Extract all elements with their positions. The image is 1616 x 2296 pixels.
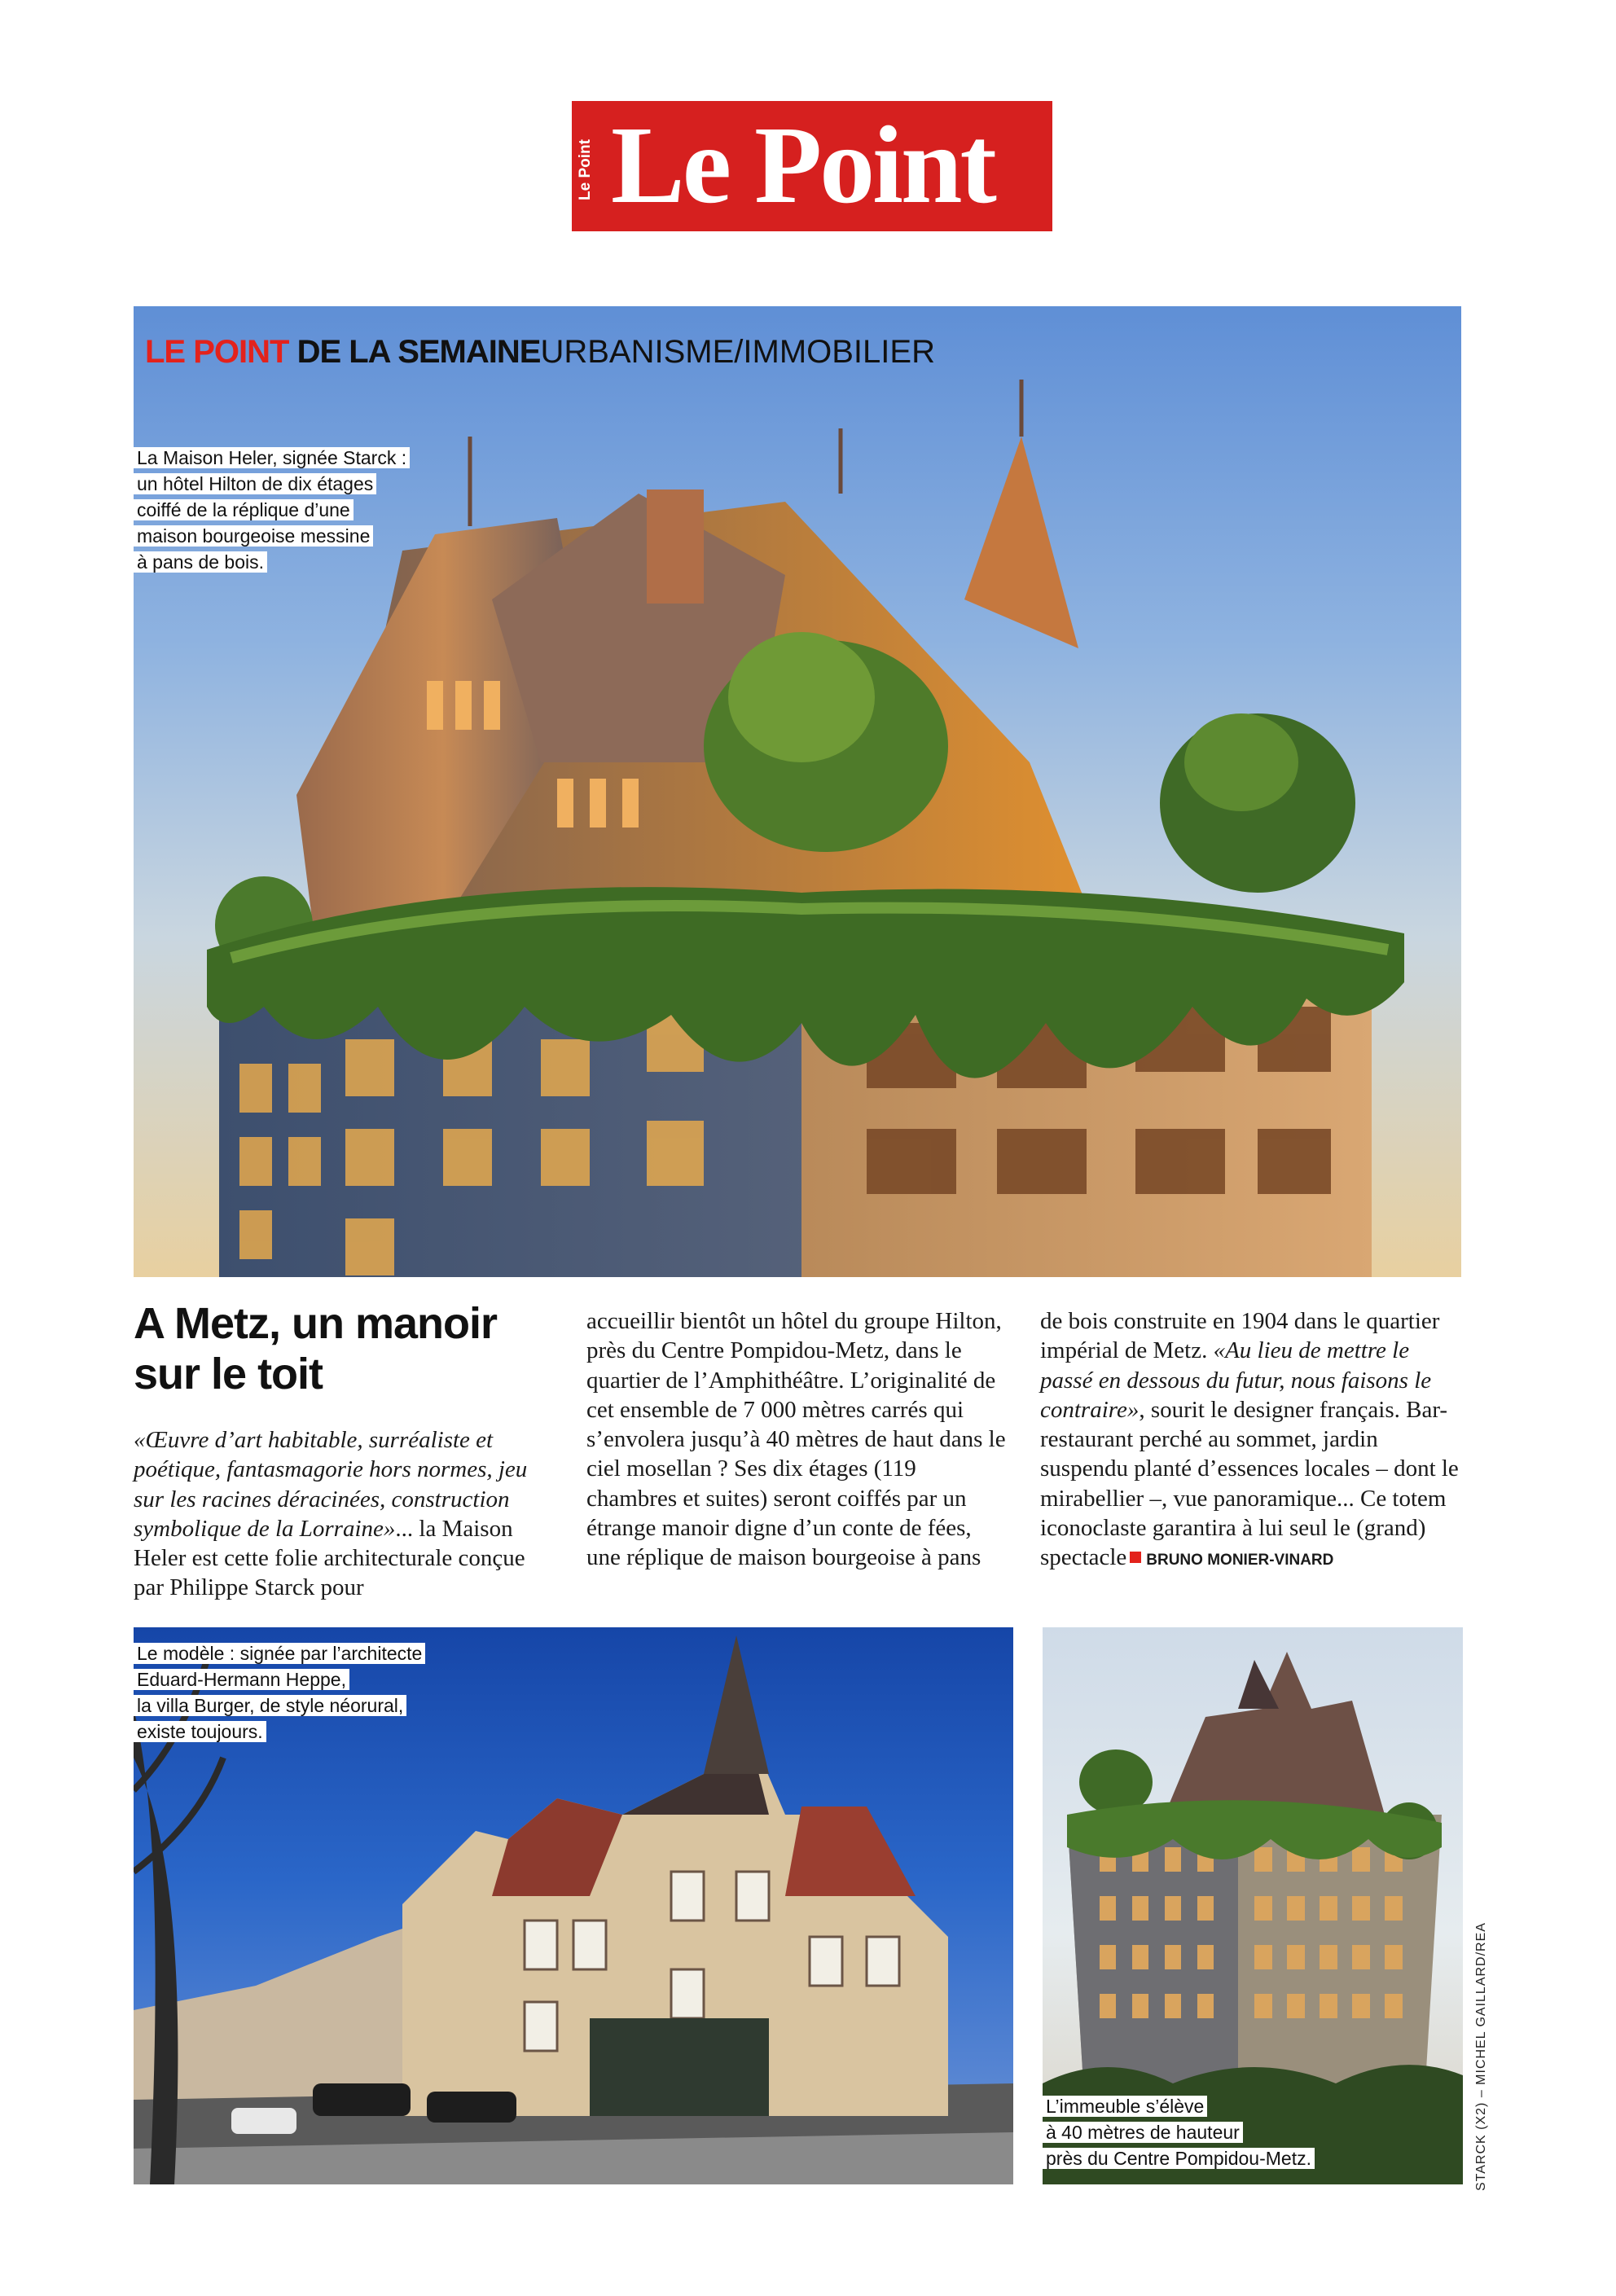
article-headline: A Metz, un manoir sur le toit (134, 1299, 498, 1398)
masthead-brand: Le Point (611, 104, 995, 226)
villa-caption-line: la villa Burger, de style néorural, (134, 1695, 406, 1716)
building-caption-line: L’immeuble s’élève (1043, 2096, 1207, 2117)
section-heading-brand: LE POINT (145, 334, 289, 370)
masthead-logo (572, 101, 1052, 231)
hero-caption-line: coiffé de la réplique d’une (134, 499, 354, 520)
hero-caption (134, 445, 410, 575)
hero-caption-line: maison bourgeoise messine (134, 525, 373, 547)
article-paragraph: ... la Maison Heler est cette folie architecturale conçue par Philippe Starck pour (134, 1515, 525, 1601)
villa-burger-photo (134, 1627, 1013, 2184)
villa-caption-line: Le modèle : signée par l’architecte (134, 1643, 425, 1664)
section-heading (145, 334, 935, 370)
article-column-3 (1040, 1306, 1464, 1576)
article-lead-quote: «Œuvre d’art habitable, surréaliste et poétique, fantasmagorie hors normes, jeu sur les racines déracinées, construction symbolique de la Lorraine» (134, 1427, 528, 1542)
article-quote: «Au lieu de mettre le passé en dessous du futur, nous faisons le contraire» (1040, 1337, 1432, 1423)
building-caption (1043, 2093, 1315, 2171)
section-heading-rubric: URBANISME/IMMOBILIER (540, 334, 935, 370)
building-caption-line: près du Centre Pompidou-Metz. (1043, 2148, 1315, 2169)
masthead-vertical-brand: Le Point (577, 139, 594, 201)
hero-photo (134, 306, 1461, 1277)
photo-credit: STARCK (X2) – MICHEL GAILLARD/REA (1474, 1922, 1488, 2191)
building-photo (1043, 1627, 1463, 2184)
article-column-2 (586, 1306, 1010, 1573)
hero-caption-line: à pans de bois. (134, 551, 267, 573)
article-author: BRUNO MONIER-VINARD (1146, 1552, 1334, 1569)
villa-caption-line: Eduard-Hermann Heppe, (134, 1669, 349, 1690)
villa-caption-line: existe toujours. (134, 1721, 266, 1742)
article-column-1 (134, 1425, 541, 1603)
article-paragraph: de bois construite en 1904 dans le quartier impérial de Metz. (1040, 1308, 1440, 1364)
hero-caption-line: un hôtel Hilton de dix étages (134, 473, 376, 494)
article-paragraph: accueillir bientôt un hôtel du groupe Hilton, près du Centre Pompidou-Metz, dans le quartier de l’Amphithéâtre. L’originalité de cet ensemble de 7 000 mètres carrés qui s’envolera jusqu’à 40 mètres de haut dans le ciel mosellan ? Ses dix étages (119 chambres et suites) seront coiffés par un étrange manoir digne d’un conte de fées, une réplique de maison bourgeoise à pans (586, 1308, 1006, 1571)
article-paragraph: , sourit le designer français. Bar-restaurant perché au sommet, jardin suspendu planté d’essences locales – dont le mirabellier –, vue panoramique... Ce totem iconoclaste garantira à lui seul le (grand) spectacle (1040, 1396, 1459, 1571)
hero-caption-line: La Maison Heler, signée Starck : (134, 447, 410, 468)
building-caption-line: à 40 mètres de hauteur (1043, 2122, 1243, 2143)
villa-caption (134, 1640, 425, 1745)
section-heading-week: DE LA SEMAINE (288, 334, 541, 370)
signature-square-icon (1130, 1552, 1141, 1563)
